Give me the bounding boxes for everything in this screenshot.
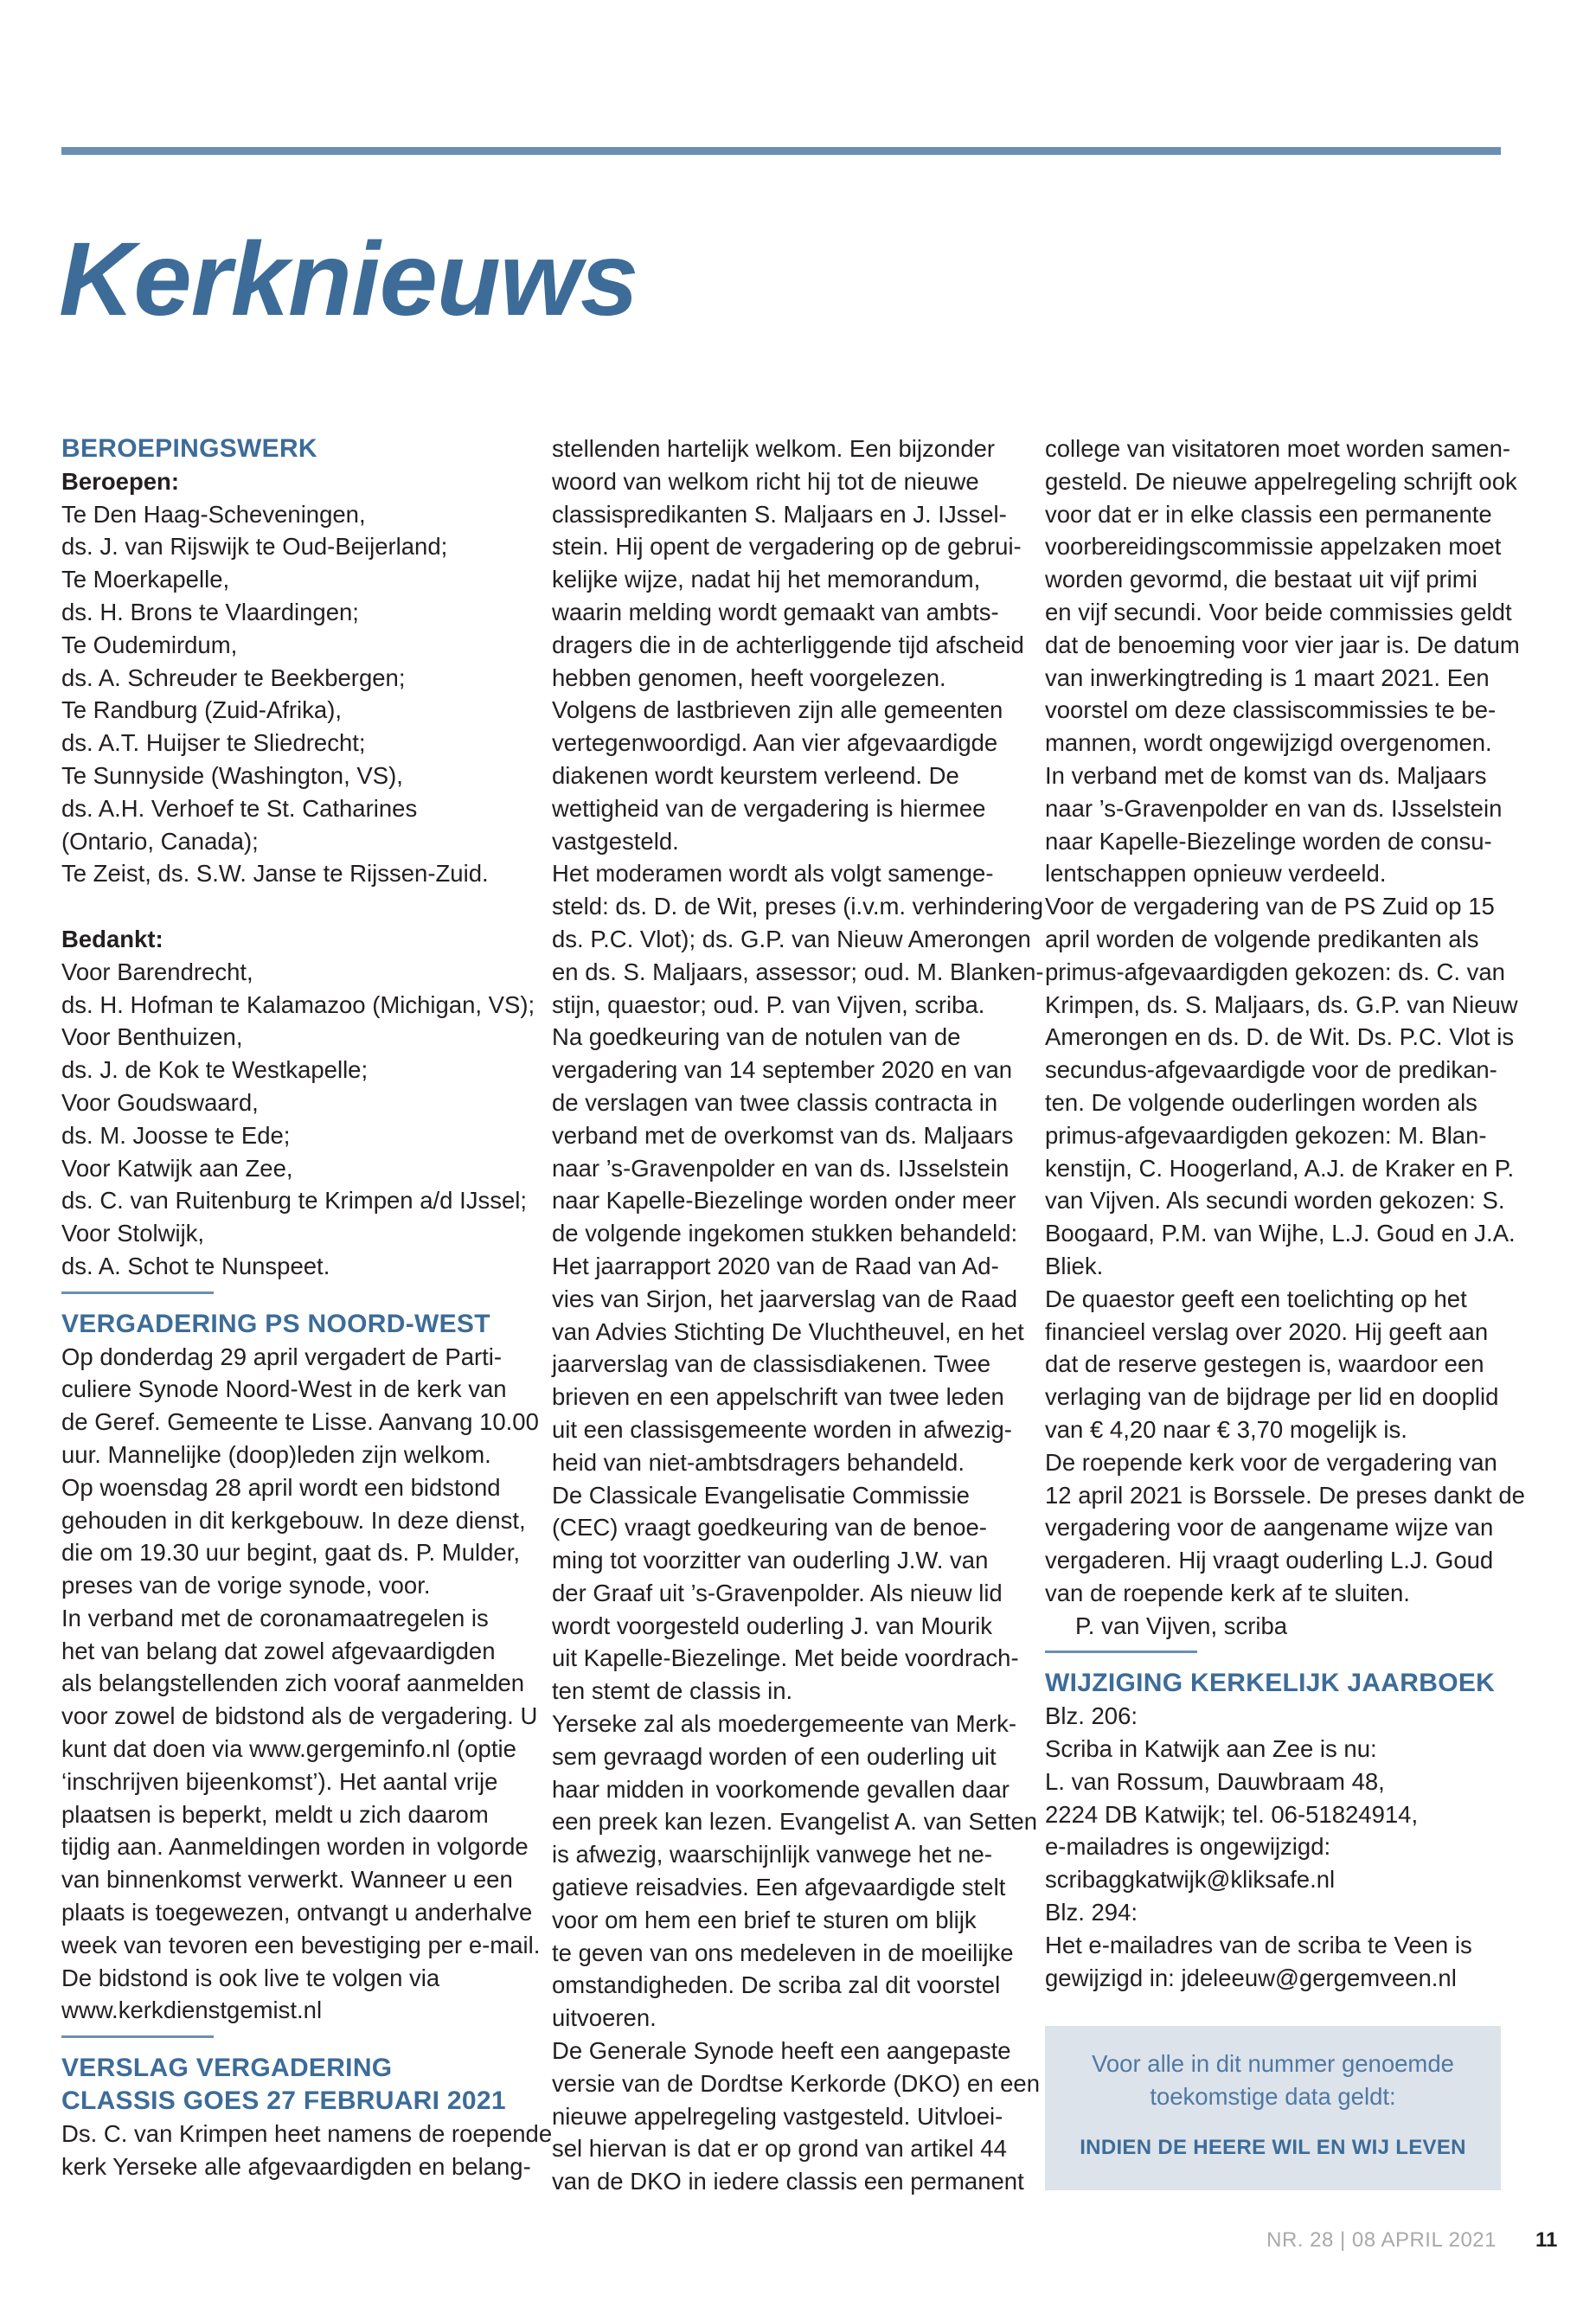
- section-divider: [61, 1292, 214, 1294]
- text-line: Blz. 294:: [1045, 1899, 1138, 1926]
- section-heading-ps-noord-west: VERGADERING PS NOORD-WEST: [61, 1309, 490, 1338]
- text-line: Het moderamen wordt als volgt samenge-: [552, 860, 994, 888]
- section-heading-jaarboek: WIJZIGING KERKELIJK JAARBOEK: [1045, 1669, 1496, 1698]
- text-line: Voor Barendrecht,: [61, 958, 253, 985]
- section-heading-verslag-line1: VERSLAG VERGADERING: [61, 2054, 393, 2083]
- text-line: ‘inschrijven bijeenkomst’). Het aantal vrije: [61, 1767, 498, 1795]
- verslag-text-col1: [61, 2118, 553, 2183]
- text-line: primus-afgevaardigden gekozen: ds. C. van: [1045, 958, 1505, 985]
- text-line: tijdig aan. Aanmeldingen worden in volgorde: [61, 1833, 529, 1861]
- text-line: ds. H. Hofman te Kalamazoo (Michigan, VS);: [61, 990, 535, 1018]
- text-line: brieven en een appelschrift van twee leden: [552, 1383, 1004, 1411]
- text-line: gesteld. De nieuwe appelregeling schrijft ook: [1045, 467, 1517, 495]
- text-line: verband met de overkomst van ds. Maljaars: [552, 1121, 1014, 1149]
- text-line: Ds. C. van Krimpen heet namens de roepende: [61, 2119, 553, 2147]
- text-line: In verband met de komst van ds. Maljaars: [1045, 761, 1487, 789]
- text-line: en ds. S. Maljaars, assessor; oud. M. Blanken-: [552, 958, 1044, 985]
- text-line: dat de reserve gestegen is, waardoor een: [1045, 1350, 1484, 1378]
- text-line: e-mailadres is ongewijzigd:: [1045, 1833, 1331, 1861]
- text-line: college van visitatoren moet worden samen-: [1045, 435, 1511, 462]
- text-line: worden gevormd, die bestaat uit vijf primi: [1045, 566, 1477, 593]
- info-box-bold: INDIEN DE HEERE WIL EN WIJ LEVEN: [1080, 2136, 1466, 2159]
- text-line: wordt voorgesteld ouderling J. van Mourik: [552, 1612, 993, 1639]
- text-line: van binnenkomst verwerkt. Wanneer u een: [61, 1866, 513, 1894]
- text-line: hebben genomen, heeft voorgelezen.: [552, 663, 946, 691]
- text-line: april worden de volgende predikanten als: [1045, 925, 1479, 952]
- text-line: primus-afgevaardigden gekozen: M. Blan-: [1045, 1121, 1487, 1149]
- text-line: ds. P.C. Vlot); ds. G.P. van Nieuw Amerongen: [552, 925, 1031, 952]
- section-divider: [1045, 1650, 1197, 1653]
- text-line: Voor Benthuizen,: [61, 1023, 243, 1051]
- verslag-text-col3: [1045, 433, 1525, 1610]
- text-line: De Generale Synode heeft een aangepaste: [552, 2037, 1011, 2065]
- text-line: Voor Stolwijk,: [61, 1220, 205, 1247]
- text-line: stellenden hartelijk welkom. Een bijzonder: [552, 435, 996, 462]
- text-line: ds. C. van Ruitenburg te Krimpen a/d IJssel;: [61, 1187, 528, 1215]
- text-line: ds. A.H. Verhoef te St. Catharines: [61, 794, 418, 822]
- text-line: en vijf secundi. Voor beide commissies geldt: [1045, 598, 1512, 625]
- text-line: mannen, wordt ongewijzigd overgenomen.: [1045, 729, 1492, 757]
- issue-footer: NR. 28 | 08 APRIL 2021: [1266, 2228, 1497, 2252]
- text-line: van de roepende kerk af te sluiten.: [1045, 1579, 1410, 1606]
- text-line: waarin melding wordt gemaakt van ambts-: [552, 598, 999, 625]
- text-line: Voor Katwijk aan Zee,: [61, 1154, 293, 1182]
- text-line: diakenen wordt keurstem verleend. De: [552, 761, 959, 789]
- section-divider: [61, 2035, 214, 2038]
- text-line: ds. M. Joosse te Ede;: [61, 1121, 291, 1149]
- text-line: woord van welkom richt hij tot de nieuwe: [552, 467, 979, 495]
- text-line: stijn, quaestor; oud. P. van Vijven, scriba.: [552, 990, 985, 1018]
- text-line: de volgende ingekomen stukken behandeld:: [552, 1220, 1018, 1247]
- text-line: jaarverslag van de classisdiakenen. Twee: [552, 1350, 991, 1378]
- text-line: L. van Rossum, Dauwbraam 48,: [1045, 1767, 1385, 1795]
- column-3: [1045, 433, 1525, 1994]
- text-line: www.kerkdienstgemist.nl: [61, 1997, 323, 2024]
- info-box-text-line1: Voor alle in dit nummer genoemde: [1092, 2050, 1454, 2077]
- text-line: dragers die in de achterliggende tijd afscheid: [552, 631, 1024, 658]
- text-line: nieuwe appelregeling vastgesteld. Uitvloei-: [552, 2102, 1003, 2130]
- text-line: Voor de vergadering van de PS Zuid op 15: [1045, 893, 1495, 920]
- text-line: kunt dat doen via www.gergeminfo.nl (optie: [61, 1735, 516, 1763]
- text-line: voor zowel de bidstond als de vergadering. U: [61, 1702, 538, 1730]
- text-line: van inwerkingtreding is 1 maart 2021. Een: [1045, 663, 1490, 691]
- text-line: 2224 DB Katwijk; tel. 06-51824914,: [1045, 1800, 1419, 1828]
- text-line: het van belang dat zowel afgevaardigden: [61, 1637, 496, 1664]
- text-line: culiere Synode Noord-West in de kerk van: [61, 1375, 507, 1403]
- text-line: classispredikanten S. Maljaars en J. IJssel-: [552, 500, 1007, 528]
- text-line: uitvoeren.: [552, 2004, 657, 2032]
- column-2: [552, 433, 1044, 2198]
- column-1: [61, 433, 553, 2182]
- text-line: kenstijn, C. Hoogerland, A.J. de Kraker en P.: [1045, 1154, 1515, 1182]
- text-line: Te Oudemirdum,: [61, 631, 238, 658]
- text-line: Na goedkeuring van de notulen van de: [552, 1023, 961, 1051]
- text-line: Blz. 206:: [1045, 1702, 1138, 1730]
- text-line: vergadering van 14 september 2020 en van: [552, 1056, 1013, 1084]
- text-line: scribaggkatwijk@kliksafe.nl: [1045, 1866, 1336, 1894]
- text-line: ds. A.T. Huijser te Sliedrecht;: [61, 729, 366, 757]
- text-line: sel hiervan is dat er op grond van artikel 44: [552, 2135, 1007, 2163]
- text-line: vies van Sirjon, het jaarverslag van de Raad: [552, 1285, 1018, 1312]
- text-line: haar midden in voorkomende gevallen daar: [552, 1775, 1010, 1803]
- text-line: kelijke wijze, nadat hij het memorandum,: [552, 566, 981, 593]
- text-line: kerk Yerseke alle afgevaardigden en belang-: [61, 2152, 531, 2180]
- text-line: vertegenwoordigd. Aan vier afgevaardigde: [552, 729, 998, 757]
- text-line: ten. De volgende ouderlingen worden als: [1045, 1088, 1477, 1116]
- text-line: uur. Mannelijke (doop)leden zijn welkom.: [61, 1440, 491, 1468]
- text-line: gewijzigd in: jdeleeuw@gergemveen.nl: [1045, 1964, 1457, 1991]
- text-line: Bliek.: [1045, 1252, 1104, 1279]
- text-line: ten stemt de classis in.: [552, 1677, 793, 1705]
- bedankt-label: Bedankt:: [61, 925, 163, 952]
- page-number: 11: [1535, 2228, 1558, 2252]
- text-line: een preek kan lezen. Evangelist A. van Setten: [552, 1808, 1038, 1836]
- text-line: van € 4,20 naar € 3,70 mogelijk is.: [1045, 1415, 1407, 1443]
- text-line: Voor Goudswaard,: [61, 1088, 259, 1116]
- text-line: Krimpen, ds. S. Maljaars, ds. G.P. van Nieuw: [1045, 990, 1518, 1018]
- text-line: 12 april 2021 is Borssele. De preses dankt de: [1045, 1481, 1525, 1509]
- text-line: Te Sunnyside (Washington, VS),: [61, 761, 403, 789]
- text-line: steld: ds. D. de Wit, preses (i.v.m. verhindering: [552, 893, 1044, 920]
- text-line: ds. H. Brons te Vlaardingen;: [61, 598, 359, 625]
- ps-noord-west-text: [61, 1341, 541, 2028]
- text-line: verlaging van de bijdrage per lid en dooplid: [1045, 1383, 1499, 1411]
- text-line: ming tot voorzitter van ouderling J.W. van: [552, 1547, 989, 1574]
- text-line: In verband met de coronamaatregelen is: [61, 1604, 489, 1631]
- text-line: omstandigheden. De scriba zal dit voorstel: [552, 1971, 1001, 1999]
- text-line: Te Zeist, ds. S.W. Janse te Rijssen-Zuid.: [61, 860, 489, 888]
- text-line: De bidstond is ook live te volgen via: [61, 1964, 440, 1991]
- text-line: is afwezig, waarschijnlijk vanwege het ne-: [552, 1841, 992, 1868]
- text-line: De roepende kerk voor de vergadering van: [1045, 1448, 1497, 1476]
- text-line: ds. J. de Kok te Westkapelle;: [61, 1056, 369, 1084]
- verslag-signature: P. van Vijven, scriba: [1075, 1612, 1288, 1639]
- text-line: De quaestor geeft een toelichting op het: [1045, 1285, 1467, 1312]
- text-line: (CEC) vraagt goedkeuring van de benoe-: [552, 1514, 987, 1541]
- section-heading-beroepingswerk: BEROEPINGSWERK: [61, 434, 317, 463]
- text-line: (Ontario, Canada);: [61, 827, 259, 855]
- text-line: week van tevoren een bevestiging per e-mail.: [61, 1931, 541, 1958]
- text-line: stein. Hij opent de vergadering op de gebrui-: [552, 533, 1022, 561]
- text-line: vergadering voor de aangename wijze van: [1045, 1514, 1494, 1541]
- text-line: Op woensdag 28 april wordt een bidstond: [61, 1473, 501, 1501]
- jaarboek-text: [1045, 1700, 1508, 1994]
- text-line: vastgesteld.: [552, 827, 679, 855]
- verslag-text-col2: [552, 433, 1044, 2198]
- text-line: naar Kapelle-Biezelinge worden onder meer: [552, 1187, 1016, 1215]
- text-line: Het jaarrapport 2020 van de Raad van Ad-: [552, 1252, 999, 1279]
- text-line: versie van de Dordtse Kerkorde (DKO) en een: [552, 2069, 1041, 2097]
- text-line: lentschappen opnieuw verdeeld.: [1045, 860, 1387, 888]
- text-line: financieel verslag over 2020. Hij geeft aan: [1045, 1317, 1489, 1345]
- text-line: preses van de vorige synode, voor.: [61, 1572, 431, 1599]
- text-line: Yerseke zal als moedergemeente van Merk-: [552, 1710, 1017, 1738]
- text-line: Volgens de lastbrieven zijn alle gemeenten: [552, 696, 1003, 724]
- text-line: Op donderdag 29 april vergadert de Parti-: [61, 1343, 503, 1370]
- text-line: ds. A. Schreuder te Beekbergen;: [61, 663, 406, 691]
- text-line: van Vijven. Als secundi worden gekozen: S.: [1045, 1187, 1505, 1215]
- text-line: heid van niet-ambtsdragers behandeld.: [552, 1448, 965, 1476]
- text-line: voorstel om deze classiscommissies te be-: [1045, 696, 1497, 724]
- text-line: Scriba in Katwijk aan Zee is nu:: [1045, 1735, 1377, 1763]
- text-line: naar ’s-Gravenpolder en van ds. IJsselstein: [1045, 794, 1503, 822]
- text-line: plaats is toegewezen, ontvangt u anderhalve: [61, 1899, 533, 1926]
- text-line: Boogaard, P.M. van Wijhe, L.J. Goud en J.A.: [1045, 1220, 1516, 1247]
- text-line: wettigheid van de vergadering is hiermee: [552, 794, 986, 822]
- text-line: Te Den Haag-Scheveningen,: [61, 500, 366, 528]
- page-title: Kerknieuws: [59, 220, 638, 337]
- text-line: gatieve reisadvies. Een afgevaardigde stelt: [552, 1874, 1006, 1901]
- text-line: van de DKO in iedere classis een permanent: [552, 2168, 1024, 2195]
- text-line: gehouden in dit kerkgebouw. In deze dienst,: [61, 1506, 526, 1534]
- text-line: voor dat er in elke classis een permanente: [1045, 500, 1492, 528]
- text-line: de verslagen van twee classis contracta in: [552, 1088, 998, 1116]
- text-line: De Classicale Evangelisatie Commissie: [552, 1481, 970, 1509]
- beroepen-label: Beroepen:: [61, 467, 179, 495]
- text-line: Te Randburg (Zuid-Afrika),: [61, 696, 343, 724]
- text-line: voor om hem een brief te sturen om blijk: [552, 1906, 977, 1933]
- text-line: Het e-mailadres van de scriba te Veen is: [1045, 1931, 1472, 1958]
- bedankt-list: [61, 956, 535, 1283]
- text-line: de Geref. Gemeente te Lisse. Aanvang 10.00: [61, 1408, 539, 1436]
- info-box-text-line2: toekomstige data geldt:: [1150, 2083, 1396, 2110]
- info-box: [1045, 2026, 1501, 2190]
- text-line: als belangstellenden zich vooraf aanmelden: [61, 1670, 525, 1697]
- text-line: van Advies Stichting De Vluchtheuvel, en het: [552, 1317, 1024, 1345]
- text-line: ds. A. Schot te Nunspeet.: [61, 1252, 330, 1279]
- text-line: sem gevraagd worden of een ouderling uit: [552, 1742, 997, 1770]
- text-line: plaatsen is beperkt, meldt u zich daarom: [61, 1800, 489, 1828]
- text-line: secundus-afgevaardigde voor de predikan-: [1045, 1056, 1497, 1084]
- text-line: der Graaf uit ’s-Gravenpolder. Als nieuw lid: [552, 1579, 1003, 1606]
- text-line: te geven van ons medeleven in de moeilijke: [552, 1939, 1014, 1966]
- text-line: Amerongen en ds. D. de Wit. Ds. P.C. Vlot is: [1045, 1023, 1515, 1051]
- beroepen-list: [61, 498, 524, 891]
- text-line: naar Kapelle-Biezelinge worden de consu-: [1045, 827, 1492, 855]
- text-line: voorbereidingscommissie appelzaken moet: [1045, 533, 1502, 561]
- text-line: die om 19.30 uur begint, gaat ds. P. Mulder,: [61, 1539, 520, 1567]
- top-rule: [61, 147, 1501, 155]
- text-line: uit Kapelle-Biezelinge. Met beide voordrach-: [552, 1644, 1019, 1672]
- text-line: uit een classisgemeente worden in afwezig-: [552, 1415, 1012, 1443]
- text-line: ds. J. van Rijswijk te Oud-Beijerland;: [61, 533, 448, 561]
- text-line: Te Moerkapelle,: [61, 566, 230, 593]
- text-line: naar ’s-Gravenpolder en van ds. IJsselstein: [552, 1154, 1010, 1182]
- section-heading-verslag-line2: CLASSIS GOES 27 FEBRUARI 2021: [61, 2086, 506, 2116]
- text-line: dat de benoeming voor vier jaar is. De datum: [1045, 631, 1520, 658]
- text-line: vergaderen. Hij vraagt ouderling L.J. Goud: [1045, 1547, 1494, 1574]
